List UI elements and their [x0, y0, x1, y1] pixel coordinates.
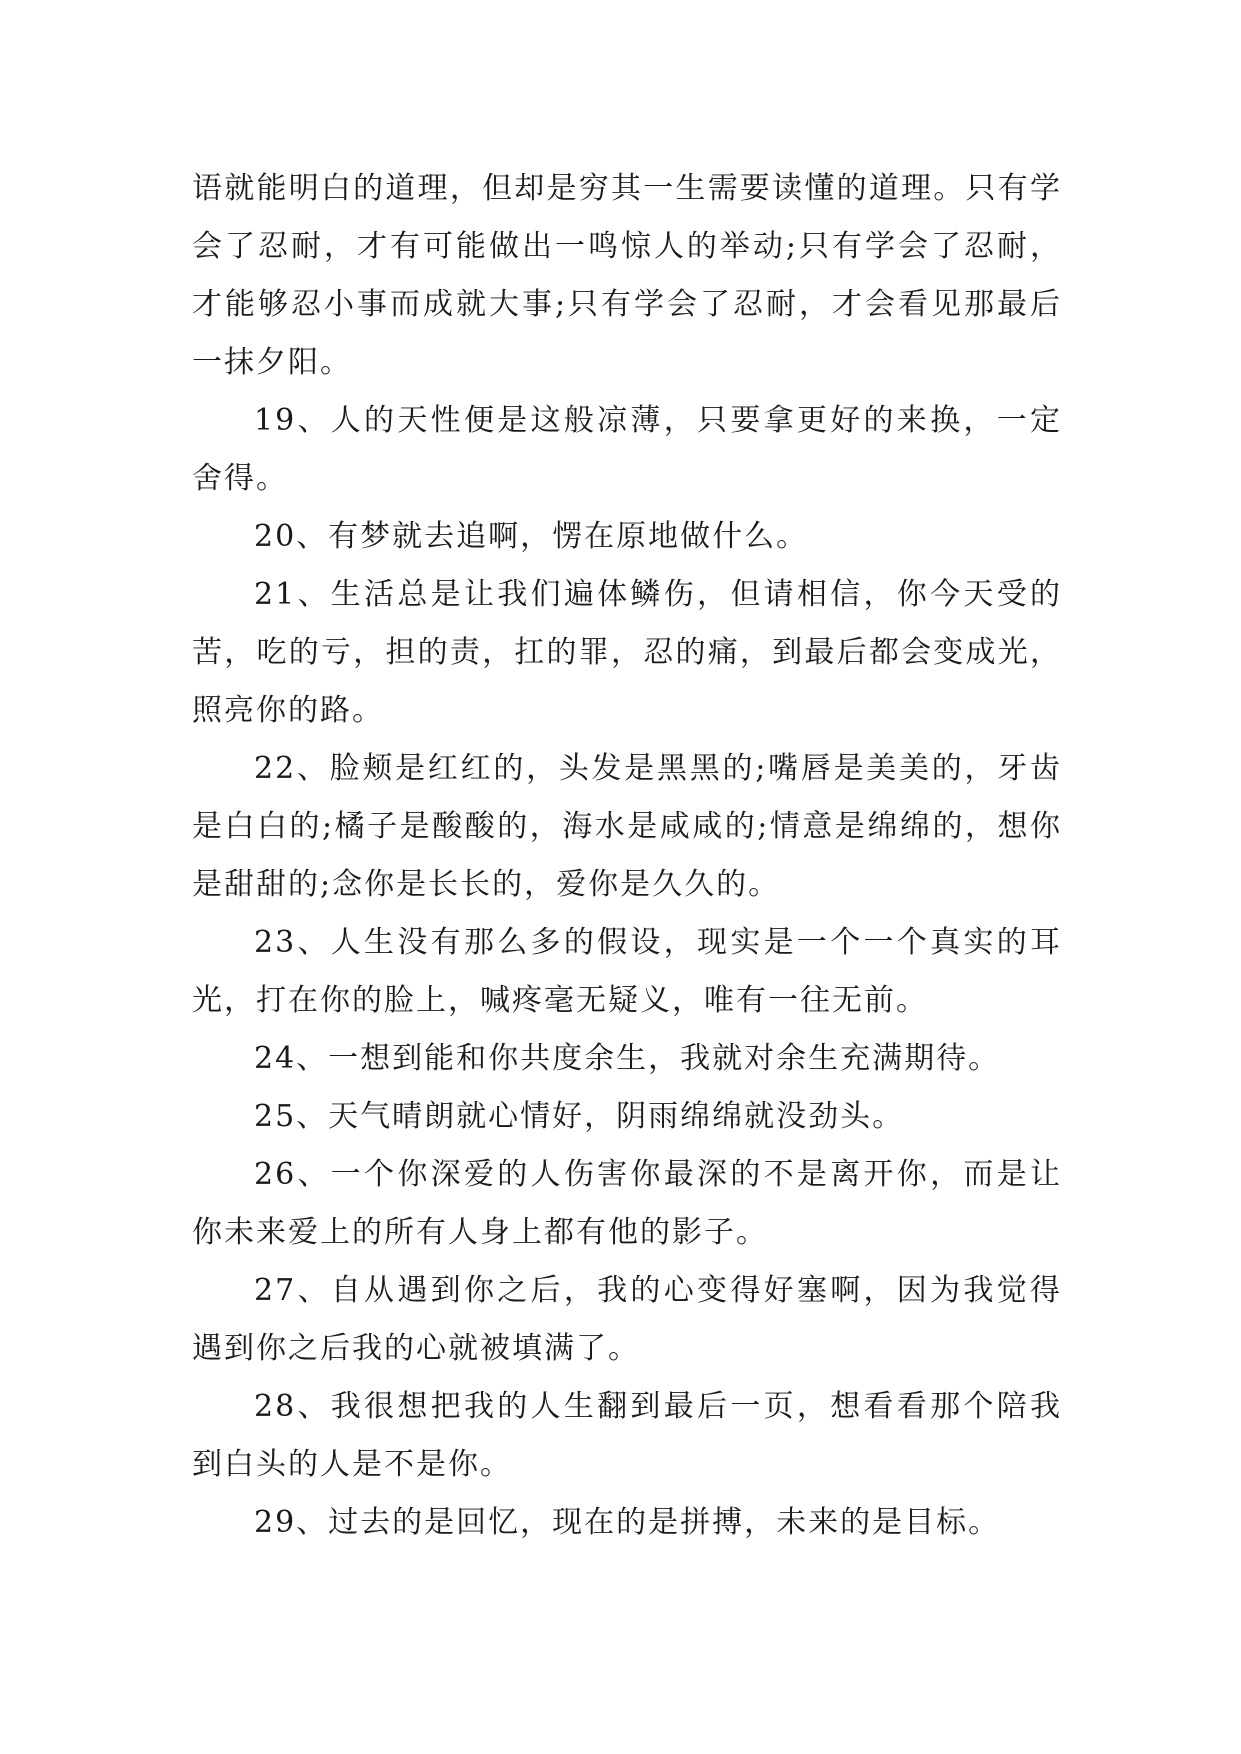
paragraph-28: 28、我很想把我的人生翻到最后一页，想看看那个陪我到白头的人是不是你。 — [192, 1389, 1062, 1482]
paragraph-29: 29、过去的是回忆，现在的是拼搏，未来的是目标。 — [254, 1505, 1001, 1540]
paragraph-27: 27、自从遇到你之后，我的心变得好塞啊，因为我觉得遇到你之后我的心就被填满了。 — [192, 1273, 1062, 1366]
paragraph-19: 19、人的天性便是这般凉薄，只要拿更好的来换，一定舍得。 — [192, 403, 1062, 496]
paragraph-20: 20、有梦就去追啊，愣在原地做什么。 — [254, 519, 809, 554]
paragraph-continued: 语就能明白的道理，但却是穷其一生需要读懂的道理。只有学会了忍耐，才有可能做出一鸣惊人的举动;只有学会了忍耐，才能够忍小事而成就大事;只有学会了忍耐，才会看见那最后一抹夕阳。 — [192, 171, 1062, 380]
paragraph-23: 23、人生没有那么多的假设，现实是一个一个真实的耳光，打在你的脸上，喊疼毫无疑义，唯有一往无前。 — [192, 925, 1062, 1018]
paragraph-22: 22、脸颊是红红的，头发是黑黑的;嘴唇是美美的，牙齿是白白的;橘子是酸酸的，海水是咸咸的;情意是绵绵的，想你是甜甜的;念你是长长的，爱你是久久的。 — [192, 751, 1062, 902]
paragraph-25: 25、天气晴朗就心情好，阴雨绵绵就没劲头。 — [254, 1099, 905, 1134]
paragraph-24: 24、一想到能和你共度余生，我就对余生充满期待。 — [254, 1041, 1001, 1076]
paragraph-26: 26、一个你深爱的人伤害你最深的不是离开你，而是让你未来爱上的所有人身上都有他的影子。 — [192, 1157, 1062, 1250]
paragraph-21: 21、生活总是让我们遍体鳞伤，但请相信，你今天受的苦，吃的亏，担的责，扛的罪，忍的痛，到最后都会变成光，照亮你的路。 — [192, 577, 1062, 728]
document-page — [192, 160, 1062, 1552]
